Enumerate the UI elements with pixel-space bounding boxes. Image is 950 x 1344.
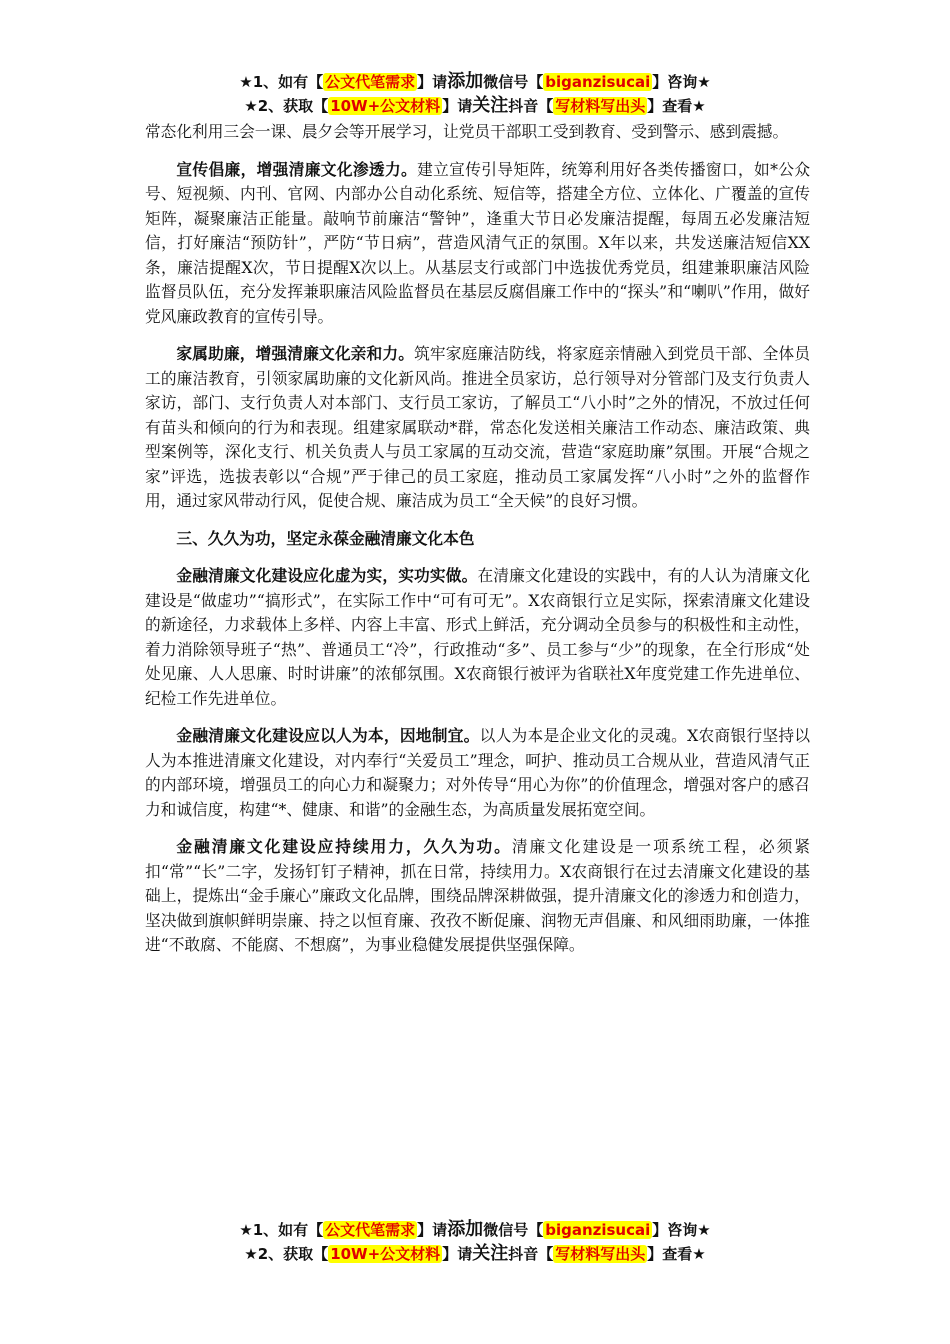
banner-text: 】请 <box>417 73 448 91</box>
paragraph-lead: 宣传倡廉，增强清廉文化渗透力。 <box>176 159 418 179</box>
paragraph-text: 建立宣传引导矩阵，统筹利用好各类传播窗口，如*公众号、短视频、内刊、官网、内部办公自动化系统、短信等，搭建全方位、立体化、广覆盖的宣传矩阵，凝聚廉洁正能量。敲响节前廉洁“警钟”，逢重大节日必发廉洁提醒，每周五必发廉洁短信，打好廉洁“预防针”，严防“节日病”，营造风清气正的氛围。X年以来，共发送廉洁短信XX条，廉洁提醒X次，节日提醒X次以上。从基层支行或部门中选拔优秀党员，组建兼职廉洁风险监督员队伍，充分发挥兼职廉洁风险监督员在基层反腐倡廉工作中的“探头”和“喇叭”作用，做好党风廉政教育的宣传引导。 <box>145 159 811 326</box>
highlight-service: 公文代笔需求 <box>325 73 416 91</box>
banner-text: 抖音【 <box>508 1245 554 1263</box>
promo-line-2 <box>0 94 950 118</box>
banner-emphasis: 关注 <box>472 1243 509 1264</box>
paragraph-lead: 金融清廉文化建设应化虚为实，实功实做。 <box>176 566 478 585</box>
section-heading <box>145 527 810 552</box>
promo-line-2 <box>0 1242 950 1266</box>
paragraph-lead: 金融清廉文化建设应持续用力，久久为功。 <box>176 837 512 856</box>
banner-emphasis: 添加 <box>447 71 484 92</box>
banner-text: 】咨询★ <box>652 1221 711 1239</box>
banner-text: ★2、获取【 <box>244 1245 329 1263</box>
banner-text: 】请 <box>417 1221 448 1239</box>
highlight-douyin: 写材料写出头 <box>555 1245 646 1263</box>
banner-text: 微信号【 <box>483 1221 544 1239</box>
banner-text: 抖音【 <box>508 97 554 115</box>
banner-text: 】查看★ <box>647 1245 706 1263</box>
paragraph-sustained <box>145 835 810 958</box>
banner-emphasis: 添加 <box>447 1219 484 1240</box>
paragraph-text: 在清廉文化建设的实践中，有的人认为清廉文化建设是“做虚功”“搞形式”，在实际工作中“可有可无”。X农商银行立足实际，探索清廉文化建设的新途径，力求载体上多样、内容上丰富、形式上鲜活，充分调动全员参与的积极性和主动性，着力消除领导班子“热”、普通员工“冷”，行政推动“多”、员工参与“少”的现象，在全行形成“处处见廉、人人思廉、时时讲廉”的浓郁氛围。X农商银行被评为省联社X年度党建工作先进单位、纪检工作先进单位。 <box>145 566 811 708</box>
highlight-service: 公文代笔需求 <box>325 1221 416 1239</box>
paragraph-practical <box>145 564 810 711</box>
paragraph-text: 筑牢家庭廉洁防线，将家庭亲情融入到党员干部、全体员工的廉洁教育，引领家属助廉的文化新风尚。推进全员家访，总行领导对分管部门及支行负责人家访，部门、支行负责人对本部门、支行员工家访，了解员工“八小时”之外的情况，不放过任何有苗头和倾向的行为和表现。组建家属联动*群，常态化发送相关廉洁工作动态、廉洁政策、典型案例等，深化支行、机关负责人与员工家属的互动交流，营造“家庭助廉”氛围。开展“合规之家”评选，选拔表彰以“合规”严于律己的员工家庭，推动员工家属发挥“八小时”之外的监督作用，通过家风带动行风，促使合规、廉洁成为员工“全天候”的良好习惯。 <box>145 344 811 510</box>
promo-banner-top <box>0 70 950 118</box>
paragraph-text: 以人为本是企业文化的灵魂。X农商银行坚持以人为本推进清廉文化建设，对内奉行“关爱员工”理念，呵护、推动员工合规从业，营造风清气正的内部环境，增强员工的向心力和凝聚力；对外传导“用心为你”的价值理念，增强对客户的感召力和诚信度，构建“*、健康、和谐”的金融生态，为高质量发展拓宽空间。 <box>145 726 811 819</box>
highlight-douyin: 写材料写出头 <box>555 97 646 115</box>
paragraph-publicity <box>145 158 810 330</box>
highlight-materials: 10W+公文材料 <box>330 1245 441 1263</box>
banner-text: 】请 <box>442 97 473 115</box>
promo-line-1 <box>0 1218 950 1242</box>
paragraph-people-oriented <box>145 724 810 822</box>
banner-text: ★1、如有【 <box>239 73 324 91</box>
banner-emphasis: 关注 <box>472 95 509 116</box>
promo-line-1 <box>0 70 950 94</box>
banner-text: 微信号【 <box>483 73 544 91</box>
banner-text: 】咨询★ <box>652 73 711 91</box>
highlight-materials: 10W+公文材料 <box>330 97 441 115</box>
paragraph-text: 清廉文化建设是一项系统工程，必须紧扣“常”“长”二字，发扬钉钉子精神，抓在日常，持续用力。X农商银行在过去清廉文化建设的基础上，提炼出“金手廉心”廉政文化品牌，围绕品牌深耕做强，提升清廉文化的渗透力和创造力，坚决做到旗帜鲜明崇廉、持之以恒育廉、孜孜不断促廉、润物无声倡廉、和风细雨助廉，一体推进“不敢腐、不能腐、不想腐”，为事业稳健发展提供坚强保障。 <box>145 837 811 954</box>
highlight-wechat-id: biganzisucai <box>545 73 651 91</box>
banner-text: ★2、获取【 <box>244 97 329 115</box>
banner-text: 】查看★ <box>647 97 706 115</box>
section-title: 三、久久为功，坚定永葆金融清廉文化本色 <box>176 528 475 548</box>
promo-banner-bottom <box>0 1218 950 1266</box>
paragraph-lead: 家属助廉，增强清廉文化亲和力。 <box>176 344 415 363</box>
banner-text: 】请 <box>442 1245 473 1263</box>
paragraph-family <box>145 342 810 514</box>
paragraph-lead: 金融清廉文化建设应以人为本，因地制宜。 <box>176 726 480 745</box>
banner-text: ★1、如有【 <box>239 1221 324 1239</box>
document-body <box>145 120 810 971</box>
paragraph-continuation: 常态化利用三会一课、晨夕会等开展学习，让党员干部职工受到教育、受到警示、感到震撼。 <box>145 122 789 141</box>
highlight-wechat-id: biganzisucai <box>545 1221 651 1239</box>
